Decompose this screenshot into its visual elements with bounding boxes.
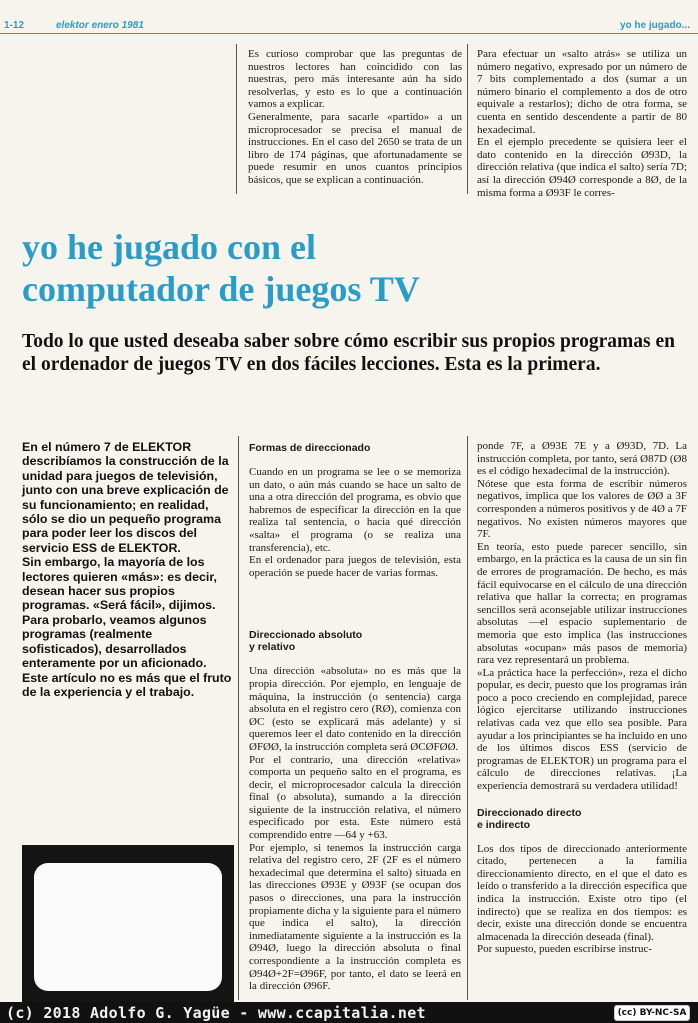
title-line: computador de juegos TV	[22, 269, 420, 309]
column-divider	[236, 44, 237, 194]
section-heading: e indirecto	[477, 818, 531, 831]
section-heading: y relativo	[249, 641, 296, 654]
paragraph: En teoría, esto puede parecer sencillo, sin embargo, en la práctica es la causa de un sin fin de errores de programación. De hecho, es más fácil equivocarse en el cálculo de una dirección relativa que hallar la correcta; en programas sencillos será aconsejable utilizar instrucciones absolutas —el espacio suplementario de memoria que esto implica (las instrucciones absolutas «ocupan» más pasos de memoria) rara vez representará un problema.	[477, 540, 687, 667]
paragraph: Por el contrario, una dirección «relativa» comporta un pequeño salto en el programa, es decir, el microprocesador calcula la dirección final (o absoluta), sumando a la dirección siguiente de la instrucción relativa, el número especificado por esta. Este número está comprendido entre —64 y +63.	[249, 753, 461, 842]
body-column-right	[477, 440, 687, 956]
page-header	[0, 0, 698, 34]
column-divider	[467, 436, 468, 1000]
spacer	[477, 831, 687, 843]
spacer	[249, 579, 461, 629]
column-divider	[467, 44, 468, 194]
page-number: 1-12	[4, 20, 25, 31]
paragraph: Nótese que esta forma de escribir números negativos, implica que los valores de ØØ a 3F corresponden a números positivos y de 4Ø a 7F negativos. No existen números mayores que 7F.	[477, 477, 687, 541]
tv-screen-photo	[22, 845, 234, 1005]
copyright-text: (c) 2018 Adolfo G. Yagüe - www.ccapitalia.net	[6, 1004, 426, 1022]
column-divider	[238, 436, 239, 1000]
paragraph: Por supuesto, pueden escribirse instruc-	[477, 943, 653, 956]
section-heading: Formas de direccionado	[249, 442, 371, 454]
paragraph: Es curioso comprobar que las preguntas de nuestros lectores han coincidido con las nuestras, pero más interesante aún ha sido resolverlas, y esto es lo que a continuación vamos a explicar.	[248, 48, 462, 111]
article-lead: Todo lo que usted deseaba saber sobre cómo escribir sus propios programas en el ordenador de juegos TV en dos fáciles lecciones. Esta es la primera.	[22, 331, 675, 375]
section-heading: Direccionado directo	[477, 806, 582, 819]
spacer	[249, 454, 461, 466]
article-title	[22, 226, 682, 310]
title-line: yo he jugado con el	[22, 227, 317, 267]
paragraph: «La práctica hace la perfección», reza el dicho popular, es decir, puesto que los programas irán poco a poco creciendo en complejidad, parece lógico ejercitarse utilizando instrucciones relativas cada vez que ello sea posible. Para ayudar a los principiantes se ha incluido en uno de los últimos discos ESS (servicio de programas de ELEKTOR) un programa para el cálculo de direcciones relativas. ¡La experiencia demostrará su verdadera utilidad!	[477, 666, 687, 793]
top-column-left	[248, 48, 462, 187]
body-column-middle	[249, 442, 461, 993]
paragraph: Generalmente, para sacarle «partido» a un microprocesador se precisa el manual de instrucciones. En el caso del 2650 se trata de un libro de 174 páginas, que afortunadamente se puede resumir en unos cuantos principios básicos, que se explican a continuación.	[248, 110, 462, 186]
top-column-right	[477, 48, 687, 199]
paragraph: ponde 7F, a Ø93E 7E y a Ø93D, 7D. La instrucción completa, por tanto, será Ø87D (Ø8 es el código hexadecimal de la instrucción).	[477, 440, 687, 478]
header-rule	[0, 33, 698, 34]
paragraph: En el ejemplo precedente se quisiera leer el dato contenido en la dirección Ø93D, la dirección relativa (que indica el salto) sería 7D; así la dirección Ø94Ø corresponde a 8Ø, de la misma forma a Ø93F le corres-	[477, 136, 687, 199]
paragraph: Los dos tipos de direccionado anteriormente citado, pertenecen a la familia direccionamiento directo, en el que el dato es leído o transferido a la dirección específica que indica la instrucción. Existe otro tipo (el indirecto) que se realiza en dos tiempos: es decir, existe una dirección donde se encuentra almacenada la dirección deseada (final).	[477, 842, 687, 943]
paragraph: En el ordenador para juegos de televisión, esta operación se puede hacer de varias formas.	[249, 554, 461, 579]
intro-column	[22, 440, 234, 699]
copyright-footer	[0, 1002, 698, 1023]
paragraph: Cuando en un programa se lee o se memoriza un dato, o aún más cuando se hace un salto de una a otra dirección del programa, es obvio que habremos de especificar la dirección en la que realiza tal sentencia, o hacia qué dirección «salta» el programa (o se realiza una transferencia), etc.	[249, 466, 461, 554]
magazine-issue: elektor enero 1981	[56, 20, 144, 31]
spacer	[477, 793, 687, 807]
intro-paragraph: En el número 7 de ELEKTOR describíamos la construcción de la unidad para juegos de televisión, junto con una breve explicación de su funcionamiento; en realidad, sólo se dio un pequeño programa para poder leer los discos del servicio ESS de ELEKTOR.	[22, 440, 229, 555]
tv-screen-area	[34, 863, 222, 991]
paragraph: Por ejemplo, si tenemos la instrucción carga relativa del registro cero, 2F (2F es el número hexadecimal que determina el salto) situada en las direcciones Ø93E y Ø93F (se ocupan dos pasos o direcciones, una para la instrucción propiamente dicha y la siguiente para el número que indica el salto), la dirección inmediatamente siguiente a la instrucción es la Ø94Ø, luego la dirección absoluta o final correspondiente a la instrucción completa es Ø94Ø+2F=Ø96F, por tanto, el dato se leerá en la dirección Ø96F.	[249, 841, 461, 993]
running-title: yo he jugado...	[619, 20, 690, 31]
section-heading: Direccionado absoluto	[249, 629, 363, 642]
intro-paragraph: Sin embargo, la mayoría de los lectores quieren «más»: es decir, desean hacer sus propios programas. «Será fácil», dijimos. Para probarlo, veamos algunos programas (realmente sofisticados), desarrollados enteramente por un aficionado. Este artículo no es más que el fruto de la experiencia y el trabajo.	[22, 555, 232, 699]
paragraph: Para efectuar un «salto atrás» se utiliza un número negativo, expresado por un número de 7 bits complementado a dos (sumar a un número binario el complemento a dos de otro equivale a restarlos); dicho de otra forma, se cuenta en sentido descendente a partir de 80 hexadecimal.	[477, 48, 687, 136]
spacer	[249, 653, 461, 665]
paragraph: Una dirección «absoluta» no es más que la propia dirección. Por ejemplo, en lenguaje de máquina, la instrucción (o sentencia) carga absoluta en el registro cero (RØ), comienza con ØC (esto se explicará más adelante) y si queremos leer el dato contenido en la dirección ØFØØ, la instrucción completa será ØCØFØØ.	[249, 665, 461, 753]
cc-license-badge: (cc) BY-NC-SA	[614, 1005, 690, 1021]
